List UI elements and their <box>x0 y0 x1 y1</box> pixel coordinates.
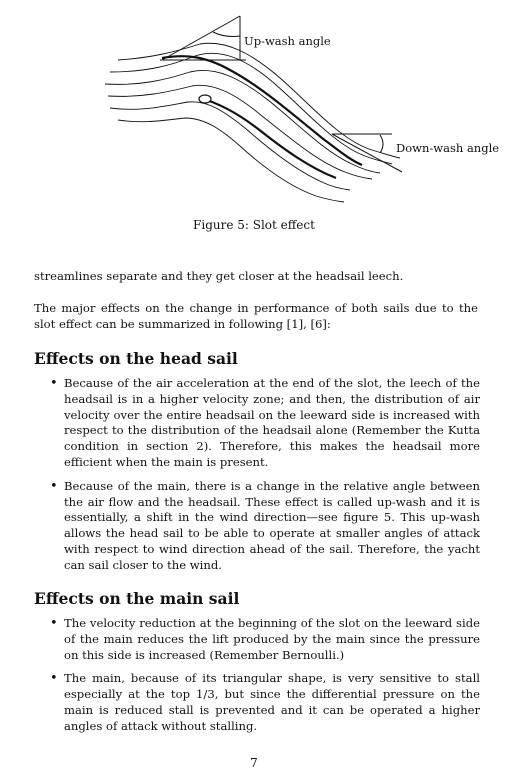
list-item-text: The velocity reduction at the beginning of the slot on the leeward side of the main reduces the lift produced by the main since the pressure on this side is increased (Remember Bernoulli.) <box>64 616 480 662</box>
streamline-2 <box>110 53 392 164</box>
upwash-slanted-line <box>162 16 240 60</box>
downwash-arc <box>380 135 383 153</box>
page-number: 7 <box>250 756 258 770</box>
downwash-label: Down-wash angle <box>396 141 500 155</box>
list-item-text: Because of the air acceleration at the end of the slot, the leech of the headsail is in a higher velocity zone; and then, the distribution of air velocity over the entire headsail on the leeward side is increased with respect to the distribution of the headsail alone (Remember the Kutta condition in section 2). Therefore, this makes the headsail more efficient when the main is present. <box>64 376 480 469</box>
upwash-arc <box>213 32 240 37</box>
bullet-icon: • <box>50 616 58 631</box>
bullet-icon: • <box>50 671 58 687</box>
list-item <box>50 479 480 574</box>
main-sail-list <box>50 616 480 743</box>
streamline-6 <box>118 118 344 202</box>
list-item <box>50 671 480 734</box>
upwash-label: Up-wash angle <box>244 34 331 48</box>
list-item-text: Because of the main, there is a change in the relative angle between the air flow and the headsail. These effect is called up-wash and it is essentially, a shift in the wind direction—see figure 5. This up-wash allows the head sail to be able to operate at smaller angles of attack with respect to wind direction ahead of the sail. Therefore, the yacht can sail closer to the wind. <box>64 478 480 572</box>
headsail <box>162 56 362 165</box>
paragraph-intro: The major effects on the change in performance of both sails due to the slot effect can be summarized in following [1], [6]: <box>34 301 478 331</box>
paragraph-continuation: streamlines separate and they get closer at the headsail leech. <box>34 269 404 283</box>
bullet-icon: • <box>50 478 58 494</box>
streamline-5 <box>110 102 350 190</box>
figure-caption: Figure 5: Slot effect <box>193 218 315 232</box>
mast <box>199 95 211 103</box>
section-heading-head-sail: Effects on the head sail <box>34 349 238 368</box>
head-sail-list <box>50 376 480 582</box>
bullet-icon: • <box>50 376 58 391</box>
streamline-4 <box>108 85 372 179</box>
list-item-text: The main, because of its triangular shape, is very sensitive to stall especially at the top 1/3, but since the differential pressure on the main is reduced stall is prevented and it can be operated a higher angles of attack without stalling. <box>64 671 480 733</box>
section-heading-main-sail: Effects on the main sail <box>34 589 240 608</box>
slot-effect-figure <box>0 0 508 212</box>
list-item <box>50 376 480 471</box>
list-item <box>50 616 480 663</box>
